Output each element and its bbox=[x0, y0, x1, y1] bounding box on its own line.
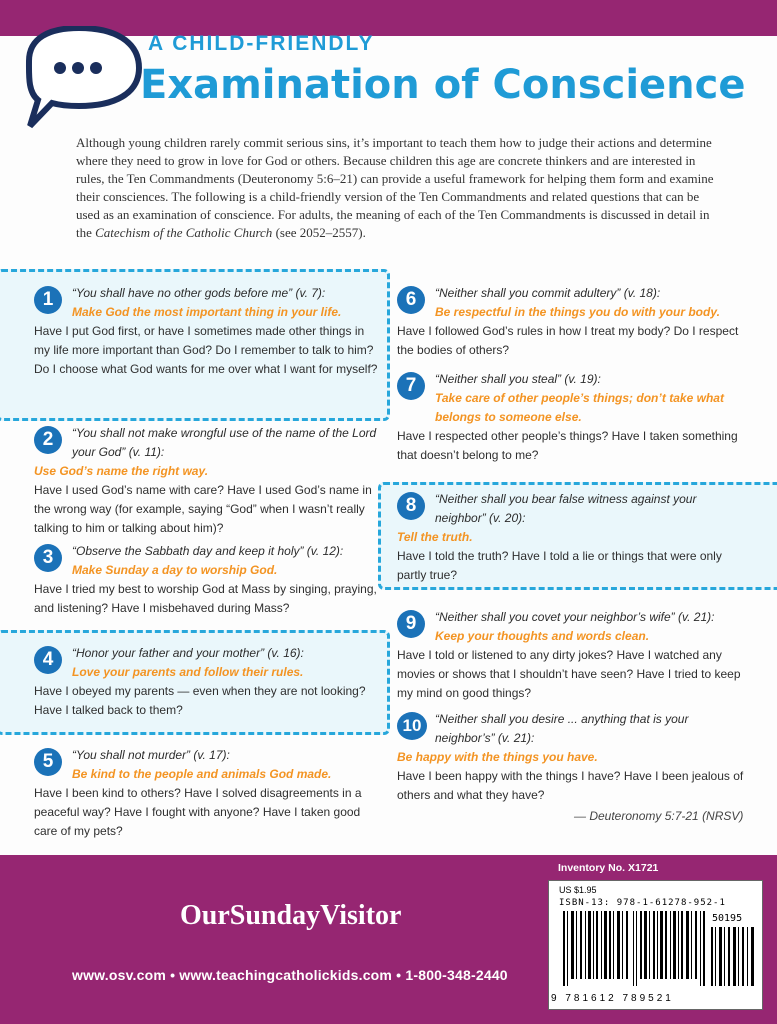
rule: Be happy with the things you have. bbox=[397, 750, 598, 764]
rule: Be respectful in the things you do with your body. bbox=[435, 305, 720, 319]
number-badge: 6 bbox=[397, 286, 425, 314]
question: Have I put God first, or have I sometimes made other things in my life more important than God? Do I remember to talk to him? Do I choose what God wants for me over what I want for myself? bbox=[34, 324, 378, 376]
footer-contact-links: www.osv.com • www.teachingcatholickids.com • 1-800-348-2440 bbox=[72, 967, 508, 983]
price-barcode-icon bbox=[711, 927, 757, 986]
isbn: ISBN-13: 978-1-61278-952-1 bbox=[559, 898, 726, 908]
quote: “You shall not murder” (v. 17): bbox=[72, 748, 230, 762]
question: Have I followed God’s rules in how I treat my body? Do I respect the bodies of others? bbox=[397, 324, 739, 357]
commandment-4 bbox=[34, 644, 379, 720]
rule: Keep your thoughts and words clean. bbox=[435, 629, 650, 643]
quote: “Honor your father and your mother” (v. 16): bbox=[72, 646, 304, 660]
subtitle: A CHILD-FRIENDLY bbox=[148, 32, 375, 55]
commandment-7 bbox=[397, 370, 745, 465]
quote: “Neither shall you covet your neighbor’s wife” (v. 21): bbox=[435, 610, 715, 624]
rule: Love your parents and follow their rules. bbox=[72, 665, 304, 679]
commandment-1 bbox=[34, 284, 379, 379]
number-badge: 2 bbox=[34, 426, 62, 454]
isbn-price-code: 50195 bbox=[712, 913, 743, 924]
number-badge: 4 bbox=[34, 646, 62, 674]
number-badge: 7 bbox=[397, 372, 425, 400]
intro-italic: Catechism of the Catholic Church bbox=[95, 225, 273, 240]
price: US $1.95 bbox=[559, 885, 597, 895]
commandment-6 bbox=[397, 284, 745, 360]
quote: “You shall not make wrongful use of the name of the Lord your God” (v. 11): bbox=[72, 426, 377, 459]
rule: Use God’s name the right way. bbox=[34, 464, 209, 478]
barcode-digits: 9 781612 789521 bbox=[551, 993, 674, 1004]
page-title: Examination of Conscience bbox=[140, 62, 746, 108]
number-badge: 5 bbox=[34, 748, 62, 776]
barcode-icon bbox=[563, 911, 708, 986]
number-badge: 3 bbox=[34, 544, 62, 572]
publisher-logo: OurSundayVisitor bbox=[180, 900, 402, 931]
question: Have I been kind to others? Have I solved disagreements in a peaceful way? Have I fought with anyone? Have I taken good care of my pets? bbox=[34, 786, 362, 838]
question: Have I obeyed my parents — even when they are not looking? Have I talked back to them? bbox=[34, 684, 366, 717]
quote: “You shall have no other gods before me” (v. 7): bbox=[72, 286, 326, 300]
speech-bubble-icon bbox=[14, 26, 149, 136]
commandment-10 bbox=[397, 710, 745, 805]
citation: — Deuteronomy 5:7-21 (NRSV) bbox=[574, 809, 744, 823]
question: Have I told the truth? Have I told a lie or things that were only partly true? bbox=[397, 549, 722, 582]
rule: Tell the truth. bbox=[397, 530, 473, 544]
commandment-8 bbox=[397, 490, 745, 585]
quote: “Neither shall you commit adultery” (v. 18): bbox=[435, 286, 661, 300]
question: Have I tried my best to worship God at Mass by singing, praying, and listening? Have I misbehaved during Mass? bbox=[34, 582, 377, 615]
quote: “Neither shall you desire ... anything that is your neighbor’s” (v. 21): bbox=[435, 712, 689, 745]
commandment-5 bbox=[34, 746, 379, 841]
number-badge: 8 bbox=[397, 492, 425, 520]
rule: Make God the most important thing in your life. bbox=[72, 305, 342, 319]
question: Have I respected other people’s things? Have I taken something that doesn’t belong to me? bbox=[397, 429, 738, 462]
rule: Be kind to the people and animals God made. bbox=[72, 767, 332, 781]
quote: “Neither shall you steal” (v. 19): bbox=[435, 372, 601, 386]
number-badge: 10 bbox=[397, 712, 427, 740]
rule: Make Sunday a day to worship God. bbox=[72, 563, 278, 577]
commandment-3 bbox=[34, 542, 379, 618]
intro-paragraph bbox=[76, 134, 726, 242]
question: Have I told or listened to any dirty jokes? Have I watched any movies or shows that I shouldn’t have seen? Have I tried to keep my mind on good things? bbox=[397, 648, 741, 700]
commandment-2 bbox=[34, 424, 379, 538]
rule: Take care of other people’s things; don’t take what belongs to someone else. bbox=[435, 391, 724, 424]
intro-tail: (see 2052–2557). bbox=[272, 225, 366, 240]
question: Have I been happy with the things I have? Have I been jealous of others and what they have? bbox=[397, 769, 744, 802]
intro-text: Although young children rarely commit serious sins, it’s important to teach them how to judge their actions and determine where they need to grow in love for God or others. Because children this age are concrete thinkers and are interested in rules, the Ten Commandments (Deuteronomy 5:6–21) can provide a useful framework for helping them form and examine their consciences. The following is a child-friendly version of the Ten Commandments and related questions that can be used as an examination of conscience. For adults, the meaning of each of the Ten Commandments is discussed in detail in the bbox=[76, 135, 714, 240]
barcode-card bbox=[548, 880, 763, 1010]
quote: “Neither shall you bear false witness against your neighbor” (v. 20): bbox=[435, 492, 697, 525]
question: Have I used God’s name with care? Have I used God’s name in the wrong way (for example, saying “God” when I wasn’t really talking to him or talking about him)? bbox=[34, 483, 372, 535]
commandment-9 bbox=[397, 608, 745, 703]
number-badge: 1 bbox=[34, 286, 62, 314]
quote: “Observe the Sabbath day and keep it holy” (v. 12): bbox=[72, 544, 344, 558]
number-badge: 9 bbox=[397, 610, 425, 638]
inventory-number: Inventory No. X1721 bbox=[558, 862, 659, 874]
